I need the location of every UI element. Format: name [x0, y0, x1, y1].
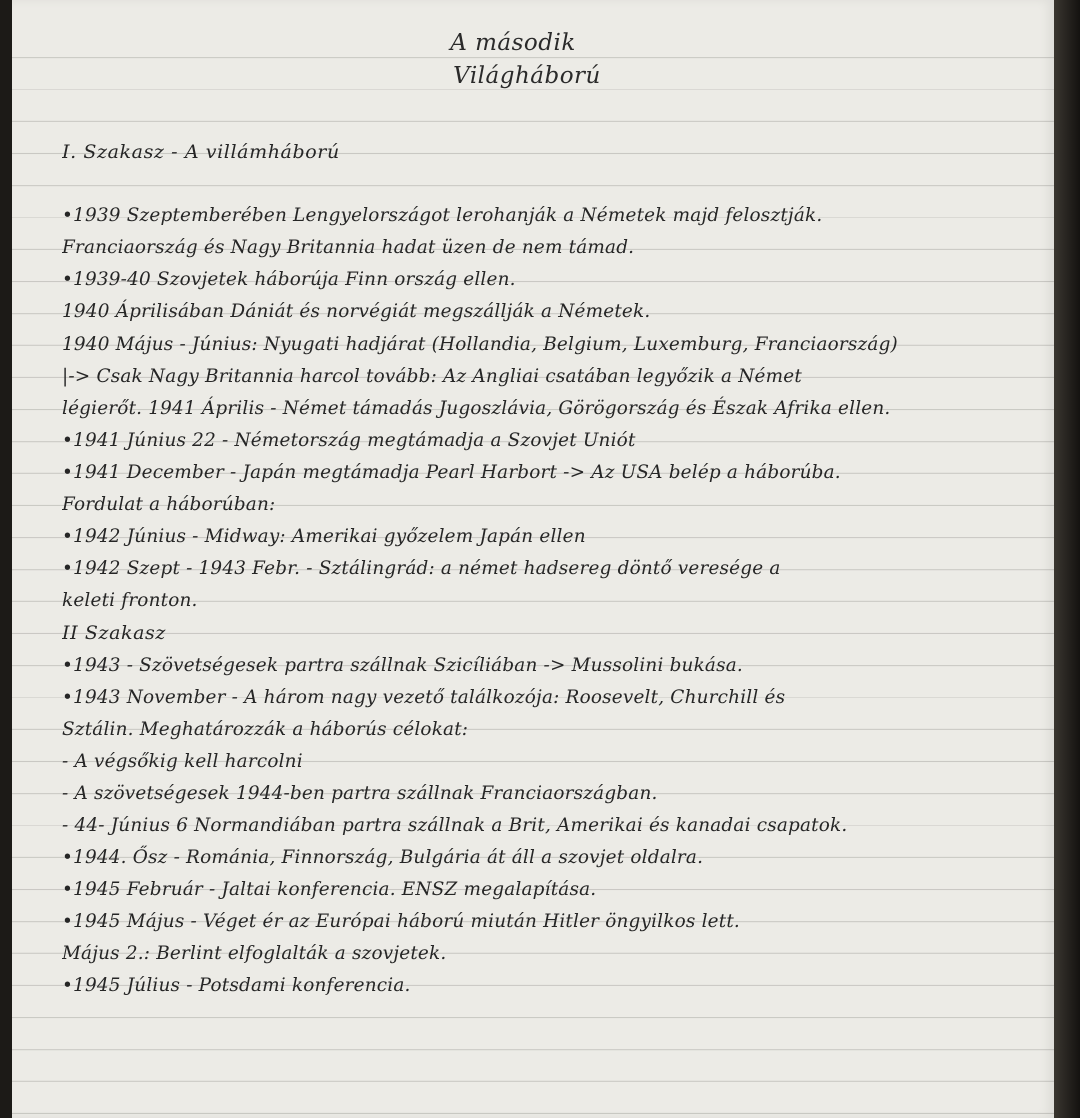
section-heading: II Szakasz — [62, 622, 167, 645]
note-line: •1945 Február - Jaltai konferencia. ENSZ megalapítása. — [62, 879, 597, 901]
page-title-line-1: A második — [450, 30, 576, 56]
note-line: •1945 Július - Potsdami konferencia. — [62, 975, 411, 997]
note-line: •1943 November - A három nagy vezető találkozója: Roosevelt, Churchill és — [62, 686, 786, 708]
note-line: - A végsőkig kell harcolni — [62, 750, 303, 772]
section-heading: I. Szakasz - A villámháború — [62, 141, 340, 163]
note-line: légierőt. 1941 Április - Német támadás Jugoszlávia, Görögország és Észak Afrika ellen. — [62, 397, 891, 419]
note-line: •1939-40 Szovjetek háborúja Finn ország ellen. — [62, 269, 516, 291]
page-title-line-2: Világháború — [453, 63, 601, 89]
note-line: •1943 - Szövetségesek partra szállnak Szicíliában -> Mussolini bukása. — [62, 654, 743, 676]
note-line: Május 2.: Berlint elfoglalták a szovjetek. — [62, 943, 447, 965]
notebook-page — [12, 0, 1054, 1118]
blank-line — [62, 168, 1052, 200]
background-edge — [1054, 0, 1080, 1118]
note-line: 1940 Áprilisában Dániát és norvégiát megszállják a Németek. — [62, 301, 651, 323]
note-line: •1942 Június - Midway: Amerikai győzelem Japán ellen — [62, 526, 586, 548]
note-line: •1941 December - Japán megtámadja Pearl Harbort -> Az USA belép a háborúba. — [62, 461, 841, 483]
note-line: - 44- Június 6 Normandiában partra szállnak a Brit, Amerikai és kanadai csapatok. — [62, 814, 848, 836]
note-line: Sztálin. Meghatározzák a háborús célokat: — [62, 718, 469, 740]
note-line: •1942 Szept - 1943 Febr. - Sztálingrád: a német hadsereg döntő veresége a — [62, 558, 781, 580]
note-line: keleti fronton. — [62, 590, 198, 612]
note-line: 1940 Május - Június: Nyugati hadjárat (Hollandia, Belgium, Luxemburg, Franciaország) — [62, 333, 898, 355]
note-line: •1941 Június 22 - Németország megtámadja a Szovjet Uniót — [62, 429, 636, 451]
note-line: •1944. Ősz - Románia, Finnország, Bulgária át áll a szovjet oldalra. — [62, 847, 704, 869]
note-line: Fordulat a háborúban: — [62, 494, 276, 516]
handwritten-notes — [62, 136, 1052, 1003]
note-line: •1939 Szeptemberében Lengyelországot lerohanják a Németek majd felosztják. — [62, 205, 823, 227]
note-line: •1945 Május - Véget ér az Európai háború miután Hitler öngyilkos lett. — [62, 911, 740, 933]
note-line: |-> Csak Nagy Britannia harcol tovább: Az Angliai csatában legyőzik a Német — [62, 365, 802, 387]
note-line: Franciaország és Nagy Britannia hadat üzen de nem támad. — [62, 237, 635, 259]
note-line: - A szövetségesek 1944-ben partra szállnak Franciaországban. — [62, 782, 658, 804]
